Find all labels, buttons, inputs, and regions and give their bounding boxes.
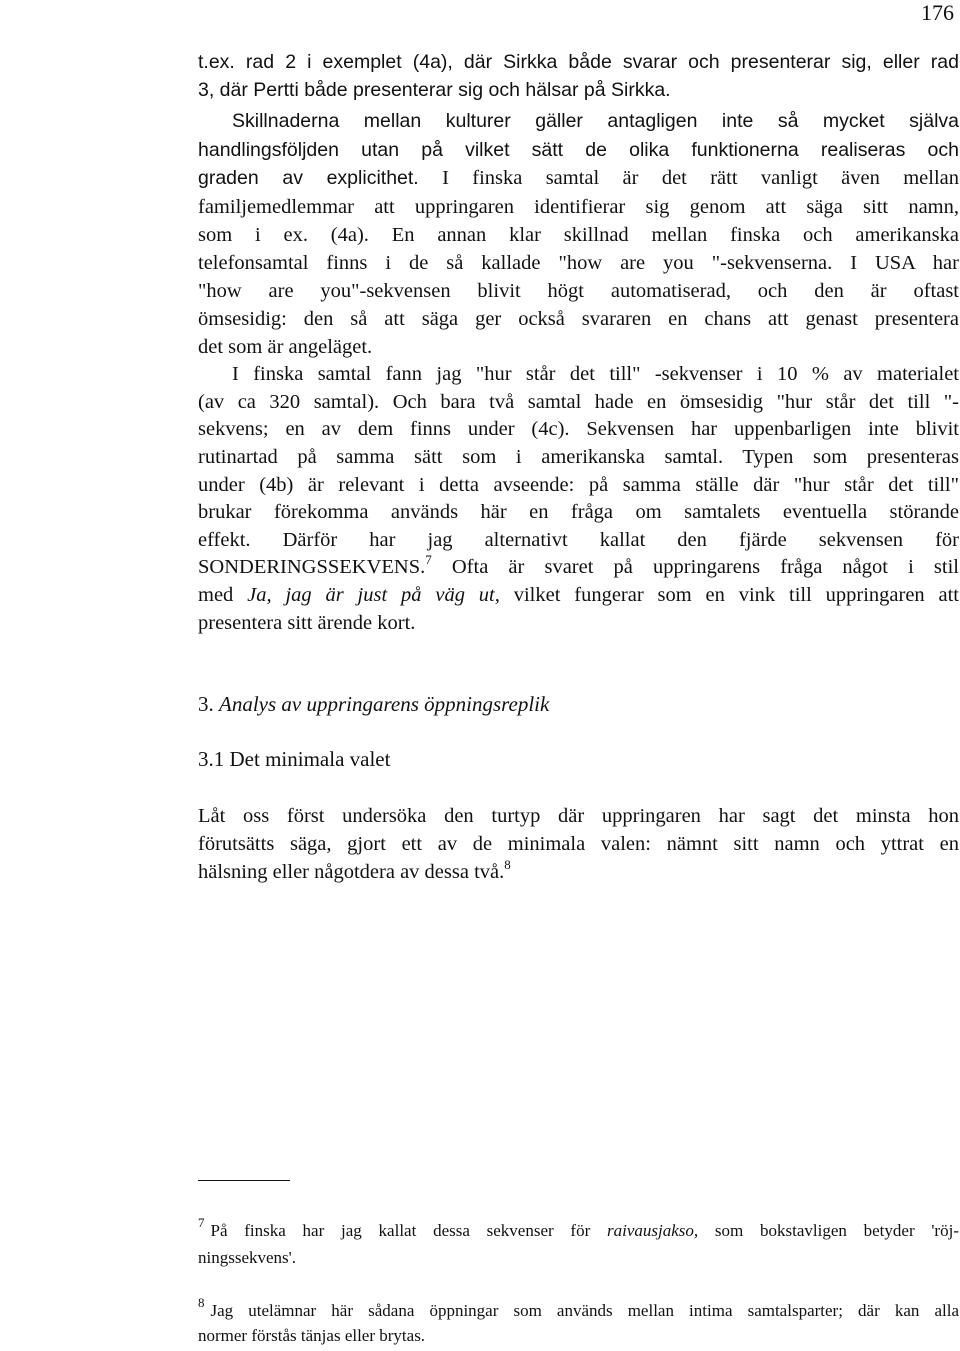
text-line: handlingsföljden utan på vilket sätt de olika funktionerna realiseras och — [198, 139, 959, 161]
text-span: som bokstavligen betyder 'röj- — [698, 1221, 959, 1240]
text-span: vilket fungerar som en vink till uppringaren att — [499, 584, 959, 606]
text-line: det som är angeläget. — [198, 336, 373, 358]
section-title: Analys av uppringarens öppningsreplik — [219, 692, 550, 716]
text-span: Jag utelämnar här sådana öppningar som används mellan intima samtalsparter; där kan alla — [210, 1301, 959, 1320]
italic-text: raivausjakso, — [607, 1221, 699, 1240]
section-heading — [198, 691, 549, 717]
text-line: ömsesidig: den så att säga ger också svararen en chans att genast presentera — [198, 308, 959, 330]
text-line: I finska samtal fann jag "hur står det till" -sekvenser i 10 % av materialet — [232, 363, 959, 385]
text-span: I finska samtal är det rätt vanligt även mellan — [418, 167, 959, 189]
footnote-7 — [198, 1215, 959, 1242]
footnote-separator — [198, 1180, 290, 1181]
footnote-8-continued: normer förstås tänjas eller brytas. — [198, 1326, 426, 1345]
page-number: 176 — [921, 0, 954, 25]
text-span: telefonsamtal finns i de så kallade "how are you "-sekvenserna. — [198, 252, 833, 274]
text-span: graden av explicithet. — [198, 167, 419, 189]
text-line: familjemedlemmar att uppringaren identifierar sig genom att säga sitt namn, — [198, 196, 959, 218]
text-line — [198, 222, 959, 248]
text-line: sekvens; en av dem finns under (4c). Sekvensen har uppenbarligen inte blivit — [198, 418, 959, 440]
text-line: (av ca 320 samtal). Och bara två samtal hade en ömsesidig "hur står det till "- — [198, 391, 959, 413]
text-line: "how are you"-sekvensen blivit högt automatiserad, och den är oftast — [198, 280, 959, 302]
text-line: presentera sitt ärende kort. — [198, 612, 416, 634]
italic-text: Ja, jag är just på väg ut, — [247, 584, 500, 606]
footnote-7-continued: ningssekvens'. — [198, 1248, 296, 1267]
text-line: brukar förekomma används här en fråga om samtalets eventuella störande — [198, 501, 959, 523]
footnote-mark: 8 — [198, 1295, 205, 1310]
text-span: som i ex. (4a). — [198, 224, 369, 246]
subsection-heading: 3.1 Det minimala valet — [198, 747, 391, 771]
text-line — [198, 582, 959, 608]
text-span: På finska har jag kallat dessa sekvenser för — [210, 1221, 608, 1240]
section-number: 3. — [198, 692, 219, 716]
text-line — [198, 165, 959, 191]
text-line — [198, 859, 511, 885]
footnote-reference: 8 — [504, 857, 511, 872]
text-line: förutsätts säga, gjort ett av de minimala valen: nämnt sitt namn och yttrat en — [198, 833, 959, 855]
footnote-reference: 7 — [425, 552, 432, 567]
text-span: hälsning eller någotdera av dessa två. — [198, 861, 505, 883]
footnote-8 — [198, 1295, 959, 1322]
text-span: SONDERINGSSEKVENS. — [198, 556, 426, 578]
text-line — [198, 554, 959, 580]
text-span: En annan klar skillnad mellan finska och amerikanska — [368, 224, 959, 246]
text-line: effekt. Därför har jag alternativt kallat den fjärde sekvensen för — [198, 529, 959, 551]
footnote-mark: 7 — [198, 1215, 205, 1230]
text-line: under (4b) är relevant i detta avseende: på samma ställe där "hur står det till" — [198, 474, 959, 496]
text-line: t.ex. rad 2 i exemplet (4a), där Sirkka både svarar och presenterar sig, eller rad — [198, 51, 959, 73]
text-line: Låt oss först undersöka den turtyp där uppringaren har sagt det minsta hon — [198, 805, 959, 827]
text-line: rutinartad på samma sätt som i amerikanska samtal. Typen som presenteras — [198, 446, 959, 468]
text-span: Ofta är svaret på uppringarens fråga något i stil — [431, 556, 959, 578]
text-span: I USA har — [832, 252, 959, 274]
text-span: med — [198, 584, 248, 606]
text-line: 3, där Pertti både presenterar sig och hälsar på Sirkka. — [198, 79, 671, 101]
text-line — [198, 250, 959, 276]
text-line: Skillnaderna mellan kulturer gäller antagligen inte så mycket själva — [232, 110, 959, 132]
